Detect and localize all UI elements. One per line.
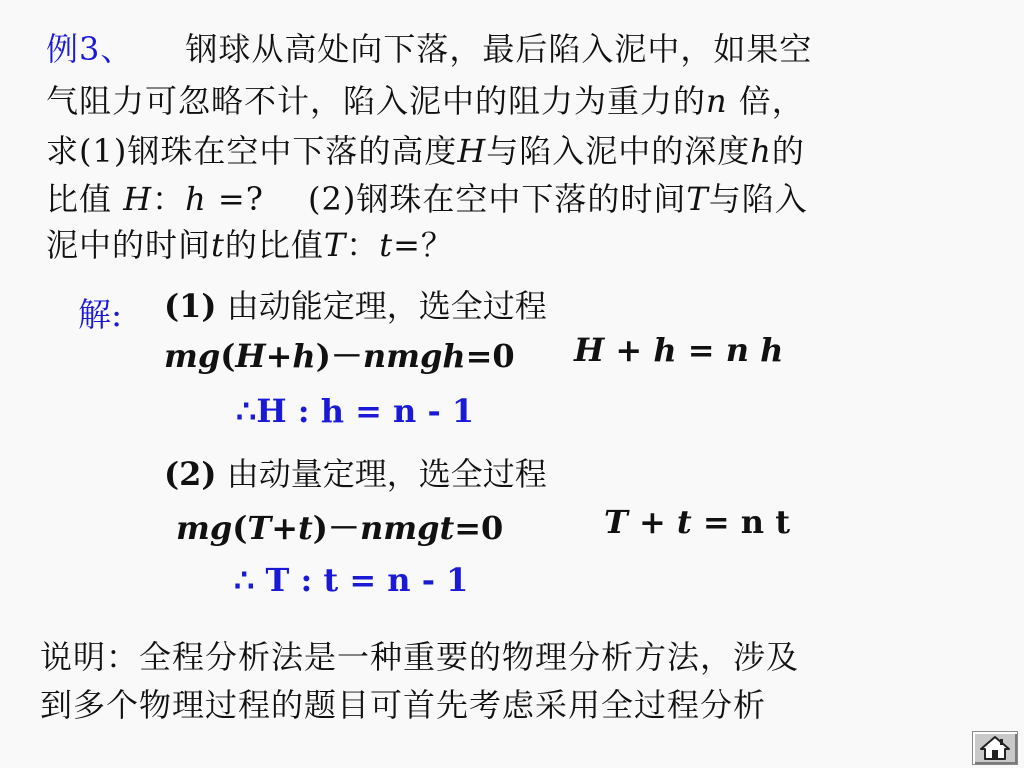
result-time-ratio: ∴ T : t = n - 1 [234,561,469,599]
note-line-2: 到多个物理过程的题目可首先考虑采用全过程分析 [40,686,767,724]
equation-energy-simplified: H + h = n h [574,331,784,369]
equation-momentum: mg(T+t)－nmgt=0 [176,509,504,547]
home-icon [980,735,1010,761]
equation-energy: mg(H+h)－nmgh=0 [164,337,515,375]
problem-line-2: 气阻力可忽略不计，陷入泥中的阻力为重力的n 倍， [46,82,805,120]
problem-line-5: 泥中的时间t的比值T：t=？ [46,226,454,264]
solution-label: 解: [78,295,123,334]
example-label: 例3、 [46,30,134,68]
equation-momentum-simplified: T + t = n t [604,503,790,541]
home-button[interactable] [972,731,1018,765]
problem-line-3: 求(1)钢珠在空中下落的高度H与陷入泥中的深度h的 [46,132,805,170]
problem-line-4: 比值 H：h =? (2)钢珠在空中下落的时间T与陷入 [46,180,808,218]
solution-part-2-heading: (2) 由动量定理，选全过程 [164,455,547,493]
solution-part-1-heading: (1) 由动能定理，选全过程 [164,287,547,325]
problem-line-1: 例3、 钢球从高处向下落，最后陷入泥中，如果空 [46,30,813,68]
result-height-ratio: ∴H : h = n - 1 [236,392,475,430]
note-line-1: 说明：全程分析法是一种重要的物理分析方法，涉及 [40,638,800,676]
